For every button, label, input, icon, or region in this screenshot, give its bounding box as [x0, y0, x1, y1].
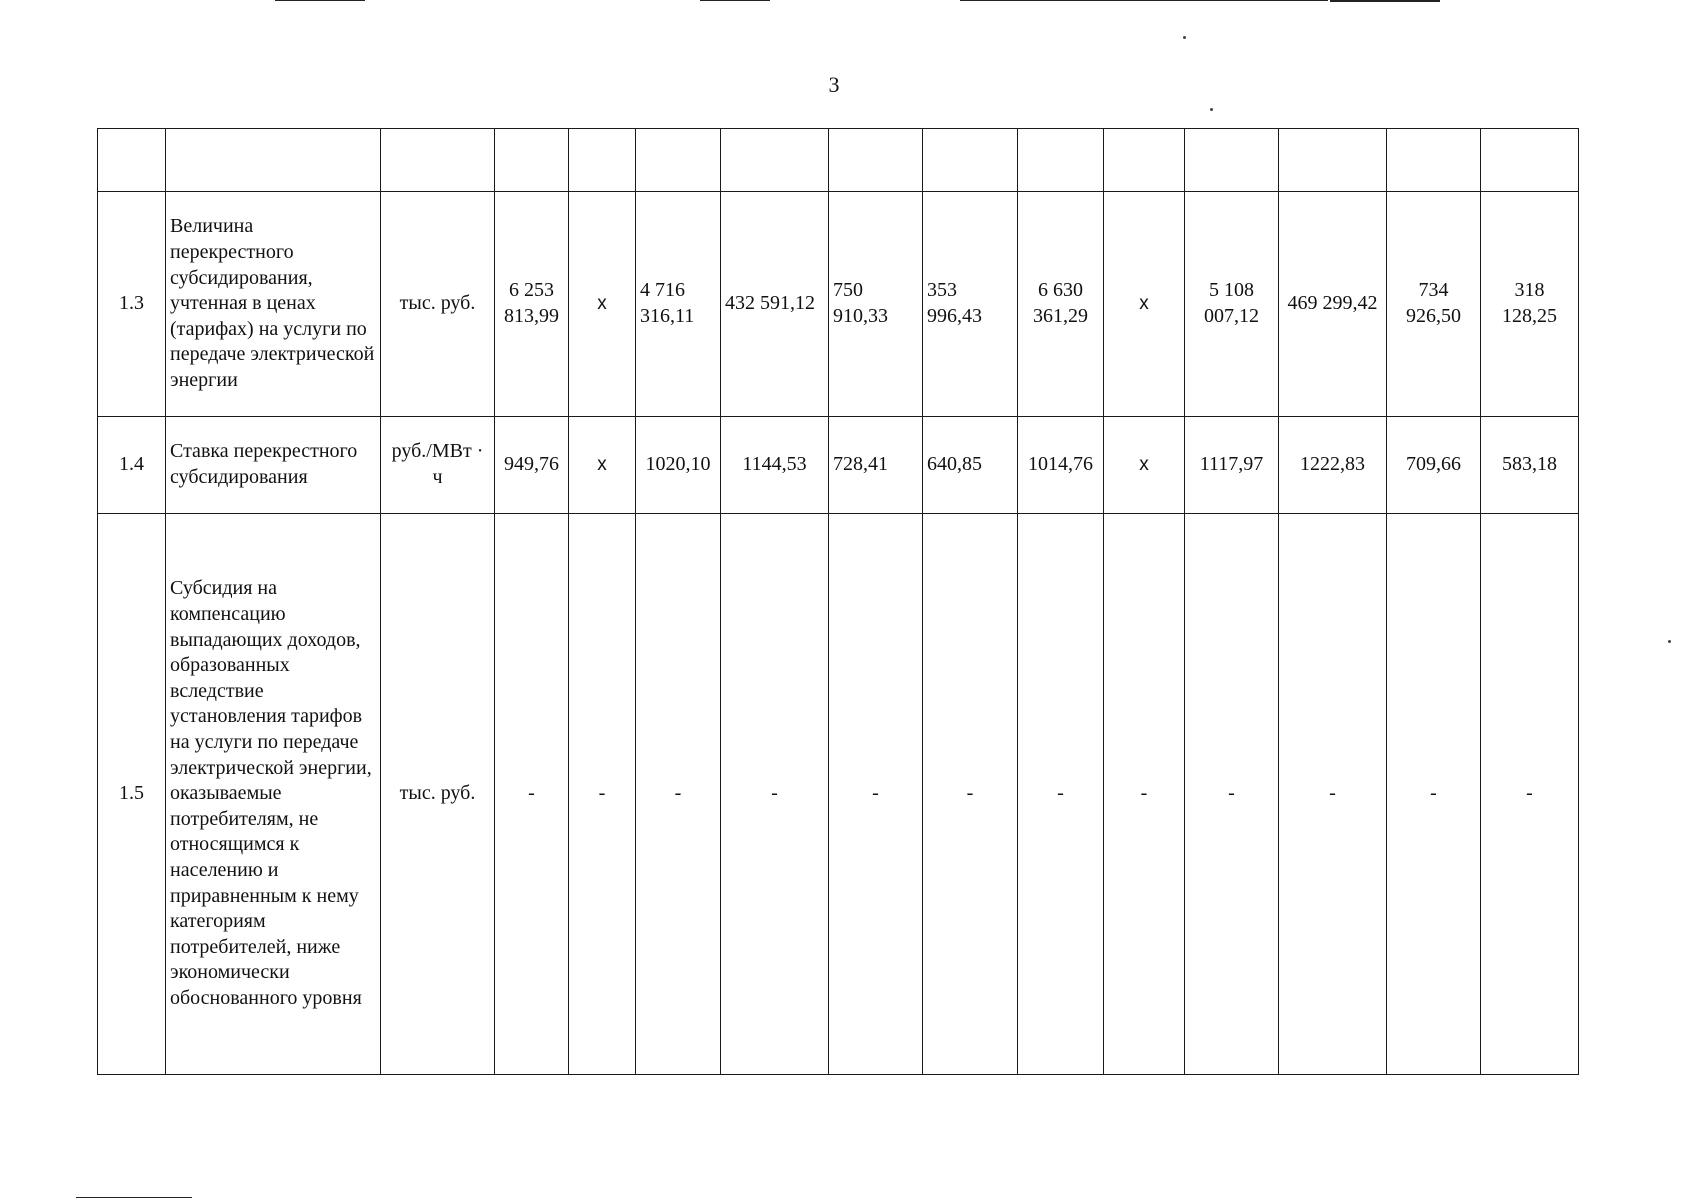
value-cell: 1117,97 [1185, 417, 1279, 514]
scan-artifact-top-3 [960, 0, 1328, 1]
table-cell [721, 129, 829, 192]
table-cell [495, 129, 569, 192]
value-cell: - [1279, 514, 1387, 1075]
value-cell: 583,18 [1481, 417, 1579, 514]
value-cell: - [495, 514, 569, 1075]
value-cell: 6 630 361,29 [1018, 192, 1104, 417]
value-cell: 318 128,25 [1481, 192, 1579, 417]
data-table [97, 128, 1579, 1075]
table-cell [1018, 129, 1104, 192]
row-number: 1.5 [98, 514, 166, 1075]
table-cell [829, 129, 923, 192]
value-cell: 709,66 [1387, 417, 1481, 514]
value-cell: 640,85 [923, 417, 1018, 514]
row-number: 1.3 [98, 192, 166, 417]
table-row-1-4 [98, 417, 1579, 514]
table-cell [923, 129, 1018, 192]
row-description: Величина перекрестного субсидирования, учтенная в ценах (тарифах) на услуги по передаче электрической энергии [166, 192, 381, 417]
scan-artifact-top-1 [275, 0, 365, 1]
value-cell: - [1185, 514, 1279, 1075]
value-cell: 1222,83 [1279, 417, 1387, 514]
value-cell: - [923, 514, 1018, 1075]
value-cell: 734 926,50 [1387, 192, 1481, 417]
scan-speck [1668, 640, 1671, 643]
value-cell: - [1104, 514, 1185, 1075]
row-unit: руб./МВт · ч [381, 417, 495, 514]
value-cell: - [569, 514, 636, 1075]
table-cell [1104, 129, 1185, 192]
scan-speck [1183, 36, 1186, 39]
value-cell: 1020,10 [636, 417, 721, 514]
value-cell: x [1104, 192, 1185, 417]
value-cell: 5 108 007,12 [1185, 192, 1279, 417]
value-cell: x [569, 192, 636, 417]
value-cell: x [569, 417, 636, 514]
value-cell: 1144,53 [721, 417, 829, 514]
value-cell: - [1387, 514, 1481, 1075]
table-row-1-3 [98, 192, 1579, 417]
value-cell: 1014,76 [1018, 417, 1104, 514]
value-cell: 4 716 316,11 [636, 192, 721, 417]
page-number: 3 [828, 72, 840, 97]
scan-artifact-top-2 [700, 0, 770, 1]
value-cell: 949,76 [495, 417, 569, 514]
row-number: 1.4 [98, 417, 166, 514]
value-cell: 469 299,42 [1279, 192, 1387, 417]
table-cell [166, 129, 381, 192]
value-cell: - [636, 514, 721, 1075]
row-description: Субсидия на компенсацию выпадающих доходов, образованных вследствие установления тарифов на услуги по передаче электрической энергии, оказываемые потребителям, не относящимся к населению и приравненным к нему категориям потребителей, ниже экономически обоснованного уровня [166, 514, 381, 1075]
scan-artifact-top-4 [1330, 0, 1440, 2]
value-cell: x [1104, 417, 1185, 514]
scan-speck [1210, 108, 1213, 111]
table-cell [1387, 129, 1481, 192]
table-cell [636, 129, 721, 192]
value-cell: 432 591,12 [721, 192, 829, 417]
value-cell: - [1018, 514, 1104, 1075]
table-row-header-blank [98, 129, 1579, 192]
table-cell [98, 129, 166, 192]
row-unit: тыс. руб. [381, 192, 495, 417]
scan-artifact-bottom [76, 1197, 192, 1198]
value-cell: 6 253 813,99 [495, 192, 569, 417]
value-cell: 728,41 [829, 417, 923, 514]
value-cell: - [721, 514, 829, 1075]
table-cell [1279, 129, 1387, 192]
value-cell: 750 910,33 [829, 192, 923, 417]
row-unit: тыс. руб. [381, 514, 495, 1075]
table-cell [1185, 129, 1279, 192]
value-cell: - [1481, 514, 1579, 1075]
row-description: Ставка перекрестного субсидирования [166, 417, 381, 514]
table-cell [1481, 129, 1579, 192]
value-cell: - [829, 514, 923, 1075]
table-row-1-5 [98, 514, 1579, 1075]
value-cell: 353 996,43 [923, 192, 1018, 417]
table-cell [381, 129, 495, 192]
table-cell [569, 129, 636, 192]
